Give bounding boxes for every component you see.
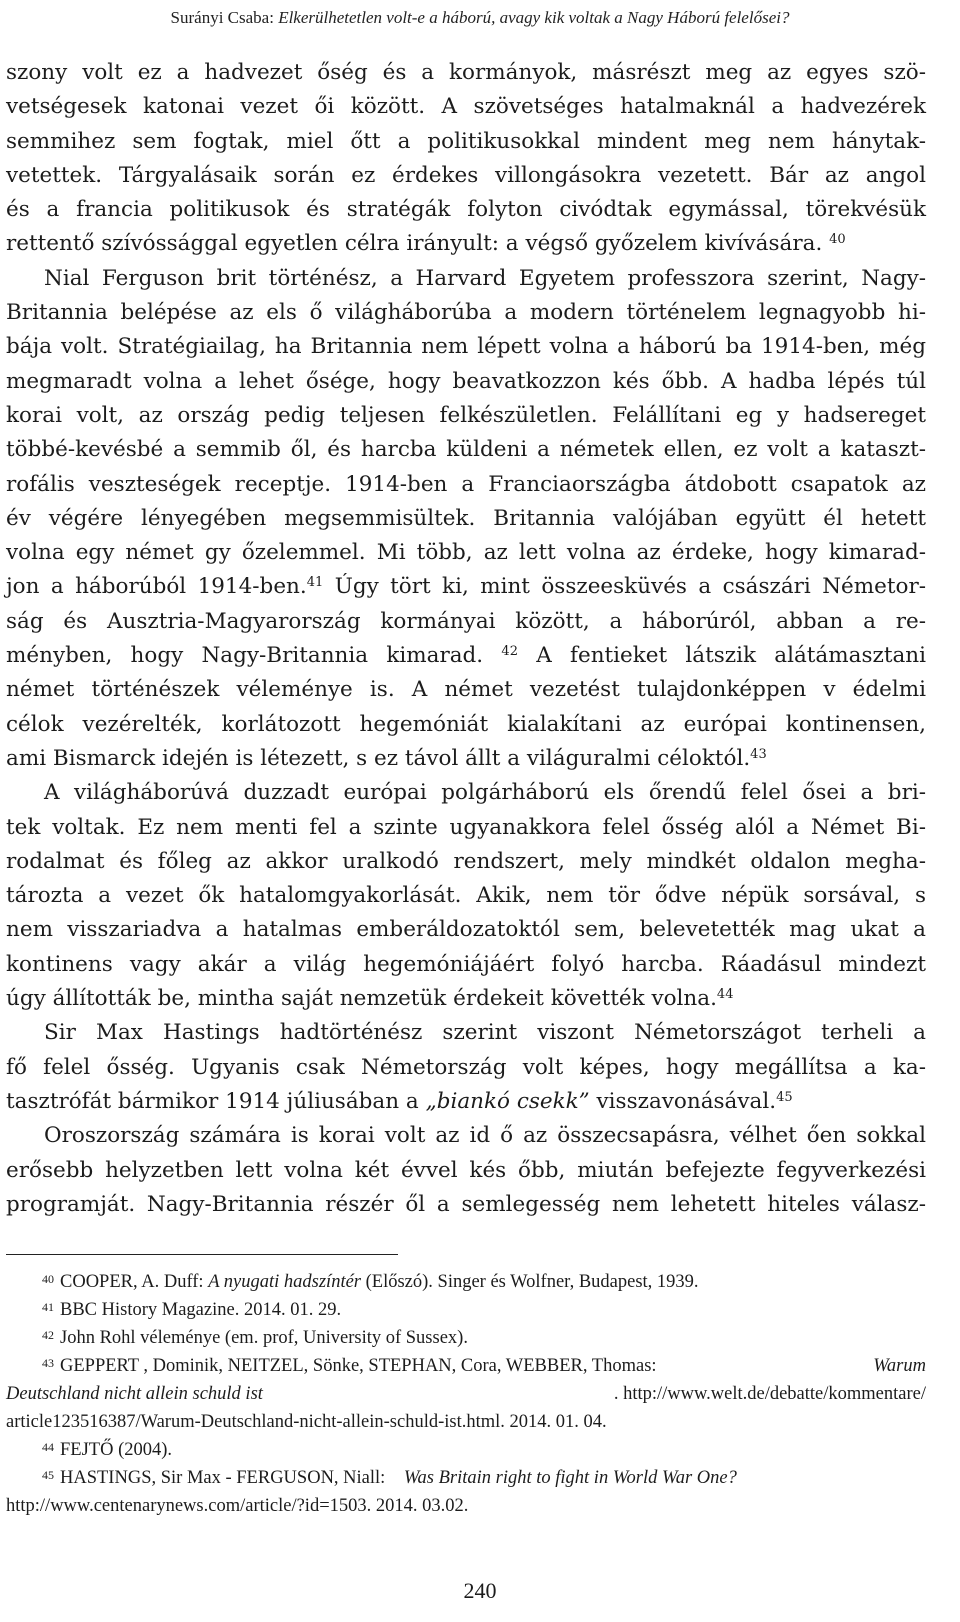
body-line: kontinens vagy akár a világ hegemóniájáért folyó harcba. Ráadásul mindezt <box>6 951 926 977</box>
body-line: vetségesek katonai vezet ői között. A szövetséges hatalmaknál a hadvezérek <box>6 94 926 120</box>
body-line: volna egy német gy őzelemmel. Mi több, az lett volna az érdeke, hogy kimarad- <box>6 540 926 566</box>
footnote-45-url: http://www.centenarynews.com/article/?id=1503. 2014. 03.02. <box>6 1496 469 1516</box>
body-line: fő felel ősség. Ugyanis csak Németország volt képes, hogy megállítsa a ka- <box>6 1054 926 1080</box>
page-number: 240 <box>463 1578 497 1603</box>
footnote-separator <box>6 1254 398 1255</box>
body-line: Oroszország számára is korai volt az id ő az összecsapásra, vélhet ően sokkal <box>44 1123 926 1149</box>
body-line: Sir Max Hastings hadtörténész szerint viszont Németországot terheli a <box>44 1020 926 1046</box>
footnote-44: $^{44}$ FEJTŐ (2004). <box>42 1440 173 1460</box>
footnote-42: $^{42}$ John Rohl véleménye (em. prof, University of Sussex). <box>42 1328 468 1348</box>
footnote-ref: 43 <box>750 746 767 762</box>
body-line: többé-kevésbé a semmib ől, és harcba küldeni a németek ellen, ez volt a kataszt- <box>6 437 926 463</box>
body-line: és a francia politikusok és stratégák folyton civódtak egymással, törekvésük <box>6 197 926 223</box>
body-line: Britannia belépése az els ő világháborúba a modern történelem legnagyobb hi- <box>6 300 926 326</box>
footnote-41: $^{41}$ BBC History Magazine. 2014. 01. 29. <box>42 1300 342 1320</box>
footnote-43: $^{43}$ GEPPERT , Dominik, NEITZEL, Sönke, STEPHAN, Cora, WEBBER, Thomas: Warum <box>42 1356 926 1376</box>
body-line: megmaradt volna a lehet ősége, hogy beavatkozzon kés őbb. A hadba lépés túl <box>6 368 926 394</box>
body-line: erősebb helyzetben lett volna két évvel kés őbb, miután befejezte fegyverkezési <box>6 1157 926 1183</box>
body-line: rettentő szívóssággal egyetlen célra irányult: a végső győzelem kivívására. $^{40}$ <box>6 231 846 257</box>
body-line: ményben, hogy Nagy-Britannia kimarad. $^{42}$ A fentieket látszik alátámasztani <box>6 643 926 669</box>
footnote-43-url: article123516387/Warum-Deutschland-nicht-allein-schuld-ist.html. 2014. 01. 04. <box>6 1412 607 1432</box>
body-line: tasztrófát bármikor 1914 júliusában a „biankó csekk” visszavonásával.$^{45}$ <box>6 1088 793 1114</box>
body-line: vetettek. Tárgyalásaik során ez érdekes villongásokra vezetett. Bár az angol <box>6 162 926 188</box>
body-line: nem visszariadva a hatalmas emberáldozatoktól sem, belevetették mag ukat a <box>6 917 926 943</box>
footnotes <box>6 1268 926 1520</box>
footnote-ref: 44 <box>716 987 734 1003</box>
footnote-link: . http://www.welt.de/debatte/kommentare/ <box>613 1384 926 1404</box>
running-header <box>0 8 960 28</box>
quoted-term: „biankó csekk” <box>425 1088 590 1114</box>
header-author: Surányi Csaba: <box>170 8 274 27</box>
body-line: programját. Nagy-Britannia részér ől a semlegesség nem lehetett hiteles válasz- <box>6 1191 926 1217</box>
body-line: rofális veszteségek receptje. 1914-ben a Franciaországba átdobott csapatok az <box>6 471 926 497</box>
footnote-40: $^{40}$ COOPER, A. Duff: A nyugati hadszíntér (Előszó). Singer és Wolfner, Budapest, 1939. <box>42 1272 699 1292</box>
body-line: semmihez sem fogtak, miel őtt a politikusokkal mindent meg nem hánytak- <box>6 128 926 154</box>
body-line: A világháborúvá duzzadt európai polgárháború els őrendű felel ősei a bri- <box>44 780 926 806</box>
body-line: év végére lényegében megsemmisültek. Britannia valójában együtt él hetett <box>6 505 926 531</box>
body-line: tek voltak. Ez nem menti fel a szinte ugyanakkora felel ősség alól a Német Bi- <box>6 814 926 840</box>
body-line: korai volt, az ország pedig teljesen felkészületlen. Felállítani eg y hadsereget <box>6 402 926 428</box>
body-line: jon a háborúból 1914-ben.$^{41}$ Úgy tört ki, mint összeesküvés a császári Németor- <box>6 574 926 600</box>
footnote-ref: 42 <box>501 644 518 660</box>
body-line: bája volt. Stratégiailag, ha Britannia nem lépett volna a háború ba 1914-ben, még <box>6 334 926 360</box>
body-text <box>6 56 926 1222</box>
body-line: szony volt ez a hadvezet őség és a kormányok, másrészt meg az egyes szö- <box>6 60 926 85</box>
body-line: rodalmat és főleg az akkor uralkodó rendszert, mely mindkét oldalon megha- <box>6 848 926 874</box>
body-line: német történészek véleménye is. A német vezetést tulajdonképpen v édelmi <box>6 677 926 703</box>
body-line: tározta a vezet ők hatalomgyakorlását. Akik, nem tör ődve népük sorsával, s <box>6 883 926 909</box>
footnote-ref: 41 <box>306 575 324 591</box>
footnote-43-cont: Deutschland nicht allein schuld ist . http://www.welt.de/debatte/kommentare/ <box>6 1380 926 1408</box>
body-line: ság és Ausztria-Magyarország kormányai között, a háborúról, abban a re- <box>6 608 926 634</box>
footnote-ref: 40 <box>829 232 846 248</box>
body-line: úgy állították be, mintha saját nemzetük érdekeit követték volna.$^{44}$ <box>6 986 734 1012</box>
body-line: ami Bismarck idején is létezett, s ez távol állt a világuralmi céloktól.$^{43}$ <box>6 745 767 771</box>
footnote-ref: 45 <box>776 1089 793 1105</box>
footnote-45: $^{45}$ HASTINGS, Sir Max - FERGUSON, Niall: Was Britain right to fight in World War One? <box>42 1468 737 1488</box>
body-line: Nial Ferguson brit történész, a Harvard Egyetem professzora szerint, Nagy- <box>44 265 926 291</box>
body-line: célok vezérelték, korlátozott hegemóniát kialakítani az európai kontinensen, <box>6 711 926 737</box>
header-title: Elkerülhetetlen volt-e a háború, avagy kik voltak a Nagy Háború felelősei? <box>278 8 790 27</box>
